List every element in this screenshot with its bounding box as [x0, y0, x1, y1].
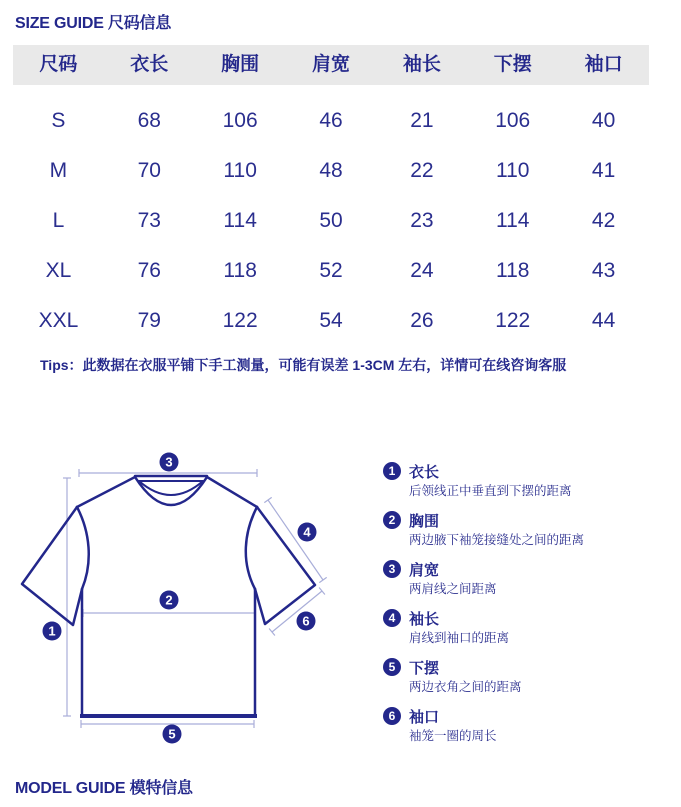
legend-badge-6: 6	[383, 707, 401, 725]
measure-cell: 21	[410, 109, 434, 132]
col-header-size: 尺码	[39, 54, 78, 75]
legend-term: 衣长	[409, 463, 440, 481]
measure-cell: 52	[319, 259, 343, 282]
size-cell: XXL	[38, 309, 79, 332]
legend-item-shoulder	[383, 559, 673, 598]
legend-badge-4: 4	[383, 609, 401, 627]
length-measure-line	[63, 478, 71, 716]
size-table-header-row	[13, 45, 649, 85]
size-cell: L	[52, 209, 65, 232]
measure-cell: 42	[591, 209, 616, 232]
measure-cell: 110	[223, 159, 257, 182]
table-row-xxl	[13, 296, 649, 346]
col-header-cuff: 袖口	[584, 54, 623, 75]
diagram-badge-3	[160, 453, 179, 472]
diagram-badge-4	[298, 523, 317, 542]
size-table	[13, 45, 649, 346]
measure-cell: 46	[319, 109, 343, 132]
col-header-chest: 胸围	[221, 54, 260, 75]
measure-cell: 41	[591, 159, 616, 182]
measure-cell: 122	[495, 309, 531, 332]
measure-cell: 43	[591, 259, 616, 282]
size-cell: XL	[45, 259, 72, 282]
legend-item-cuff	[383, 706, 673, 745]
svg-text:6: 6	[302, 613, 310, 629]
table-row-l	[13, 196, 649, 246]
svg-text:1: 1	[48, 623, 56, 639]
size-cell: M	[49, 159, 68, 182]
legend-badge-3: 3	[383, 560, 401, 578]
legend-item-sleeve	[383, 608, 673, 647]
size-guide-title: SIZE GUIDE 尺码信息	[15, 15, 172, 32]
measure-cell: 40	[591, 109, 616, 132]
measure-cell: 26	[410, 309, 434, 332]
measure-cell: 106	[222, 109, 258, 132]
model-guide-title: MODEL GUIDE 模特信息	[15, 780, 193, 797]
measure-cell: 118	[495, 259, 530, 282]
legend-term: 下摆	[409, 659, 440, 677]
measure-cell: 73	[137, 209, 161, 232]
size-table-body	[13, 85, 649, 346]
svg-text:5: 5	[168, 726, 176, 742]
table-row-m	[13, 146, 649, 196]
tshirt-measurement-diagram	[0, 430, 360, 750]
legend-badge-1: 1	[383, 462, 401, 480]
legend-term: 袖口	[409, 708, 440, 726]
legend-badge-2: 2	[383, 511, 401, 529]
measure-cell: 68	[137, 109, 161, 132]
svg-text:3: 3	[165, 454, 173, 470]
legend-desc: 两边衣角之间的距离	[409, 680, 522, 694]
col-header-shoulder: 肩宽	[312, 54, 351, 75]
measurement-legend	[383, 461, 673, 755]
measure-cell: 122	[222, 309, 258, 332]
measure-cell: 79	[137, 309, 161, 332]
legend-term: 袖长	[409, 610, 440, 628]
tshirt-diagram-svg	[0, 430, 360, 750]
svg-text:4: 4	[303, 524, 311, 540]
diagram-badge-2	[160, 591, 179, 610]
measurement-tips: Tips：此数据在衣服平铺下手工测量，可能有误差 1-3CM 左右，详情可在线咨询客服	[40, 357, 567, 373]
measure-cell: 48	[319, 159, 343, 182]
table-row-s	[13, 96, 649, 146]
svg-text:2: 2	[165, 592, 173, 608]
legend-term: 胸围	[409, 512, 440, 530]
legend-item-length	[383, 461, 673, 500]
measure-cell: 44	[591, 309, 616, 332]
measure-cell: 22	[410, 159, 434, 182]
measure-cell: 70	[137, 159, 161, 182]
measure-cell: 114	[495, 209, 530, 232]
cuff-measure-line	[269, 588, 325, 636]
legend-term: 肩宽	[409, 561, 440, 579]
chest-measure-line	[83, 609, 255, 617]
table-row-xl	[13, 246, 649, 296]
measure-cell: 106	[495, 109, 531, 132]
measure-cell: 110	[495, 159, 530, 182]
legend-desc: 肩线到袖口的距离	[409, 631, 510, 645]
measure-cell: 114	[223, 209, 257, 232]
measure-cell: 118	[223, 259, 257, 282]
legend-badge-5: 5	[383, 658, 401, 676]
diagram-badge-1	[43, 622, 62, 641]
diagram-badge-5	[163, 725, 182, 744]
size-cell: S	[51, 109, 66, 132]
col-header-length: 衣长	[130, 54, 169, 75]
legend-item-hem	[383, 657, 673, 696]
measure-cell: 54	[319, 309, 343, 332]
measure-cell: 50	[319, 209, 343, 232]
legend-desc: 两边腋下袖笼接缝处之间的距离	[409, 533, 585, 547]
legend-item-chest	[383, 510, 673, 549]
legend-desc: 两肩线之间距离	[409, 582, 497, 596]
legend-desc: 后领线正中垂直到下摆的距离	[409, 484, 572, 498]
measure-cell: 24	[410, 259, 434, 282]
measure-cell: 76	[137, 259, 161, 282]
diagram-badge-6	[297, 612, 316, 631]
sleeve-length-measure-line	[264, 497, 326, 582]
col-header-hem: 下摆	[493, 54, 532, 75]
col-header-sleeve: 袖长	[402, 54, 441, 75]
measure-cell: 23	[410, 209, 434, 232]
legend-desc: 袖笼一圈的周长	[409, 729, 497, 743]
